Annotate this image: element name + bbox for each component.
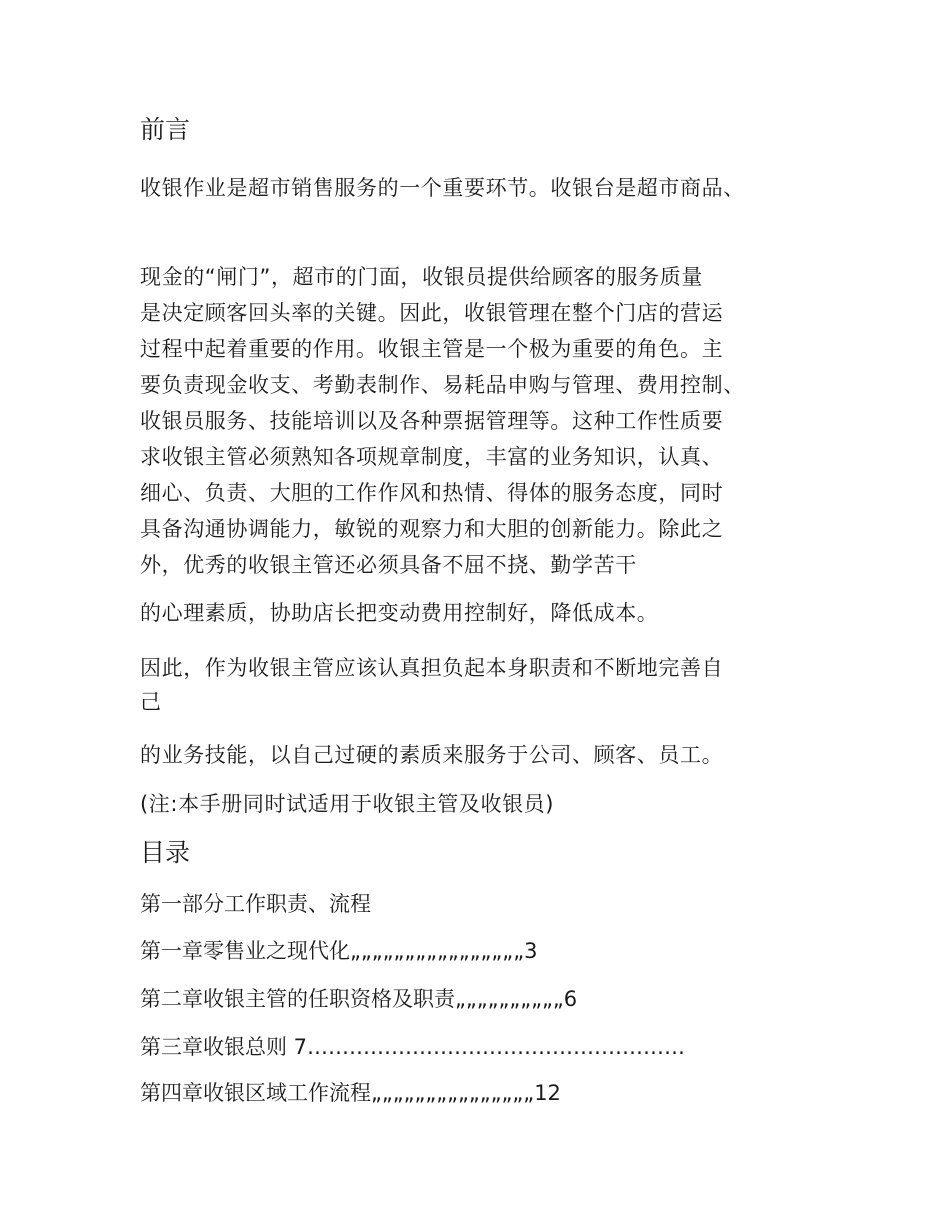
preface-line: 求收银主管必须熟知各项规章制度，丰富的业务知识，认真、 (140, 445, 724, 469)
preface-line: 是决定顾客回头率的关键。因此，收银管理在整个门店的营运 (140, 301, 724, 325)
preface-line: 收银员服务、技能培训以及各种票据管理等。这种工作性质要 (140, 409, 724, 433)
preface-line: 具备沟通协调能力，敏锐的观察力和大胆的创新能力。除此之 (140, 517, 724, 541)
toc-item[interactable]: 第四章收银区域工作流程„„„„„„„„„„„„„„„12 (140, 1081, 561, 1105)
preface-line: 的业务技能，以自己过硬的素质来服务于公司、顾客、员工。 (140, 743, 724, 767)
toc-item[interactable]: 第一部分工作职责、流程 (140, 892, 371, 916)
preface-line: 外，优秀的收银主管还必须具备不屈不挠、勤学苦干 (140, 553, 637, 577)
toc-item[interactable]: 第三章收银总则 7……………………………………………… (140, 1035, 686, 1059)
preface-note: (注:本手册同时试适用于收银主管及收银员) (140, 792, 555, 816)
toc-item[interactable]: 第一章零售业之现代化„„„„„„„„„„„„„„„„3 (140, 939, 538, 963)
preface-line: 的心理素质，协助店长把变动费用控制好，降低成本。 (140, 601, 659, 625)
preface-line: 细心、负责、大胆的工作作风和热情、得体的服务态度，同时 (140, 481, 724, 505)
preface-line: 己 (140, 690, 162, 714)
preface-line: 因此，作为收银主管应该认真担负起本身职责和不断地完善自 (140, 656, 724, 680)
preface-line: 收银作业是超市销售服务的一个重要环节。收银台是超市商品、 (140, 176, 745, 200)
preface-line: 现金的“闸门”，超市的门面，收银员提供给顾客的服务质量 (140, 265, 703, 289)
toc-item[interactable]: 第二章收银主管的任职资格及职责„„„„„„„„„„6 (140, 987, 578, 1011)
preface-title: 前言 (140, 115, 191, 144)
preface-line: 过程中起着重要的作用。收银主管是一个极为重要的角色。主 (140, 337, 724, 361)
toc-title: 目录 (140, 838, 191, 867)
preface-line: 要负责现金收支、考勤表制作、易耗品申购与管理、费用控制、 (140, 373, 745, 397)
